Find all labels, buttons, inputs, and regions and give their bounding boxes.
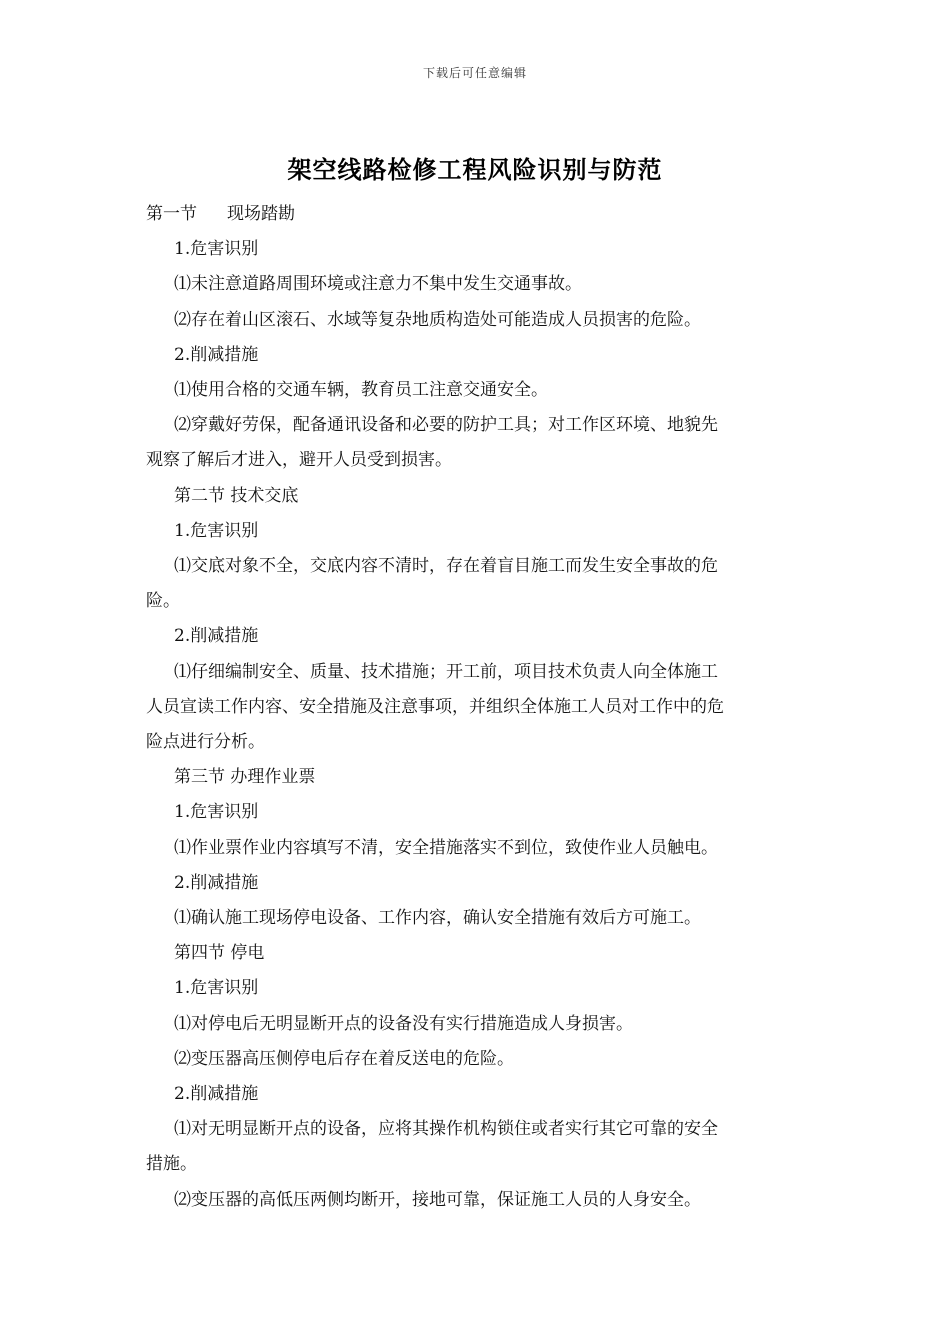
hazard-item: ⑵存在着山区滚石、水域等复杂地质构造处可能造成人员损害的危险。 <box>174 309 701 330</box>
measure-item-line: 措施。 <box>146 1154 197 1175</box>
hazard-item: ⑴未注意道路周围环境或注意力不集中发生交通事故。 <box>174 274 582 295</box>
hazard-heading: 1.危害识别 <box>174 520 259 541</box>
measure-item-line: ⑴对无明显断开点的设备，应将其操作机构锁住或者实行其它可靠的安全 <box>174 1119 718 1140</box>
section-heading-1 <box>146 197 808 232</box>
section-heading-3: 第三节 办理作业票 <box>174 767 316 788</box>
hazard-heading: 1.危害识别 <box>174 978 259 999</box>
hazard-item-line: 险。 <box>146 591 180 612</box>
measure-heading: 2.削减措施 <box>174 344 259 365</box>
measure-item: ⑵变压器的高低压两侧均断开，接地可靠，保证施工人员的人身安全。 <box>174 1189 701 1210</box>
hazard-item: ⑵变压器高压侧停电后存在着反送电的危险。 <box>174 1048 514 1069</box>
measure-item: ⑴使用合格的交通车辆，教育员工注意交通安全。 <box>174 380 548 401</box>
measure-heading: 2.削减措施 <box>174 1084 259 1105</box>
hazard-heading: 1.危害识别 <box>174 802 259 823</box>
document-title: 架空线路检修工程风险识别与防范 <box>287 156 663 184</box>
measure-item-line: 险点进行分析。 <box>146 732 265 753</box>
measure-item-line: ⑴仔细编制安全、质量、技术措施；开工前，项目技术负责人向全体施工 <box>174 661 718 682</box>
section-name: 现场踏勘 <box>227 204 295 224</box>
hazard-item: ⑴对停电后无明显断开点的设备没有实行措施造成人身损害。 <box>174 1013 633 1034</box>
measure-heading: 2.削减措施 <box>174 626 259 647</box>
document-body <box>146 197 808 1218</box>
measure-item: ⑴确认施工现场停电设备、工作内容，确认安全措施有效后方可施工。 <box>174 908 701 929</box>
measure-item-line: ⑵穿戴好劳保，配备通讯设备和必要的防护工具；对工作区环境、地貌先 <box>174 415 718 436</box>
page-header: 下载后可任意编辑 <box>422 66 527 80</box>
measure-heading: 2.削减措施 <box>174 872 259 893</box>
hazard-item: ⑴作业票作业内容填写不清，安全措施落实不到位，致使作业人员触电。 <box>174 837 718 858</box>
hazard-item-line: ⑴交底对象不全，交底内容不清时，存在着盲目施工而发生安全事故的危 <box>174 556 718 577</box>
hazard-heading: 1.危害识别 <box>174 239 259 260</box>
measure-item-line: 人员宣读工作内容、安全措施及注意事项，并组织全体施工人员对工作中的危 <box>146 696 724 717</box>
section-heading-2: 第二节 技术交底 <box>174 485 299 506</box>
section-heading-4: 第四节 停电 <box>174 943 265 964</box>
measure-item-line: 观察了解后才进入，避开人员受到损害。 <box>146 450 452 471</box>
section-label: 第一节 <box>146 204 197 224</box>
